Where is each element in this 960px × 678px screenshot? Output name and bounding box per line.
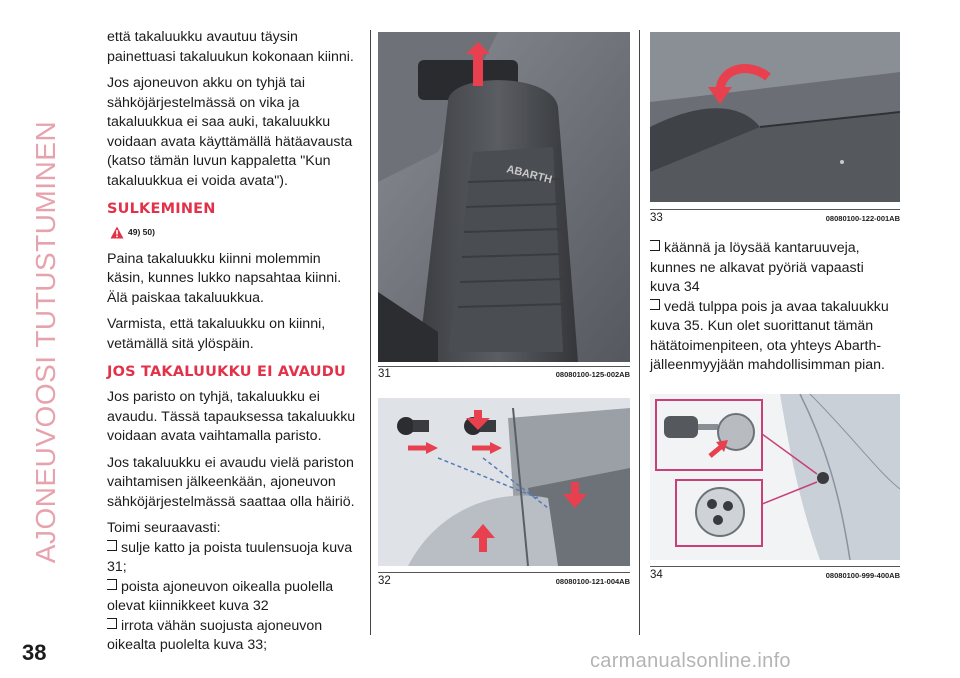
column-divider	[639, 30, 640, 635]
figure-rule	[378, 572, 630, 573]
figure-rule	[650, 566, 900, 567]
figure-code: 08080100-122-001AB	[825, 214, 900, 223]
column-divider	[370, 30, 371, 635]
figure-31	[378, 32, 630, 382]
figure-33	[650, 32, 900, 228]
text-column-1	[107, 28, 357, 656]
bullet-icon	[107, 540, 117, 551]
figure-rule	[650, 209, 900, 210]
list-item: sulje katto ja poista tuulensuoja kuva 31;	[107, 539, 353, 575]
fastener-icon	[817, 472, 829, 484]
figure-number: 31	[378, 368, 391, 380]
seat-logo-text: ABARTH	[505, 163, 554, 187]
section-heading-tailgate-not-open: JOS TAKALUUKKU EI AVAUDU	[107, 364, 346, 380]
screws-diagram	[650, 394, 900, 560]
watermark-text: carmanualsonline.info	[590, 650, 791, 672]
paragraph: että takaluukku avautuu täysin painettuasi takaluukun kokonaan kiinni.	[107, 29, 354, 65]
bullet-icon	[650, 299, 660, 310]
list-item: irrota vähän suojusta ajoneuvon oikealta puolelta kuva 33;	[107, 617, 323, 653]
fasteners-photo	[378, 398, 630, 566]
section-heading-closing: SULKEMINEN	[107, 201, 216, 217]
plug-icon	[696, 488, 744, 536]
paragraph: Varmista, että takaluukku on kiinni, vetämällä sitä ylöspäin.	[107, 316, 326, 352]
paragraph: Jos paristo on tyhjä, takaluukku ei avaudu. Tässä tapauksessa takaluukku voidaan avata vaihtamalla paristo.	[107, 389, 356, 444]
list-item: käännä ja löysää kantaruuveja, kunnes ne alkavat pyöriä vapaasti kuva 34	[650, 240, 864, 295]
panel-photo	[650, 32, 900, 202]
warning-reference	[110, 223, 357, 243]
bullet-icon	[107, 579, 117, 590]
paragraph: Jos ajoneuvon akku on tyhjä tai sähköjärjestelmässä on vika ja takaluukkua ei saa auki, takaluukku voidaan avata käyttämällä hätäavausta (katso tämän luvun kappaletta "Kun takaluukkua ei voida avata").	[107, 75, 353, 189]
warning-ref-text: 49) 50)	[128, 227, 155, 237]
figure-34	[650, 394, 900, 580]
figure-code: 08080100-999-400AB	[825, 571, 900, 580]
figure-rule	[378, 366, 630, 367]
text-column-3	[650, 239, 890, 376]
section-side-title: AJONEUVOOSI TUTUSTUMINEN	[30, 120, 61, 564]
paragraph: Jos takaluukku ei avaudu vielä pariston vaihtamisen jälkeenkään, ajoneuvon sähköjärjestelmässä saattaa olla häiriö.	[107, 454, 355, 510]
figure-number: 33	[650, 212, 663, 224]
seat-photo	[378, 32, 630, 362]
figure-code: 08080100-121-004AB	[555, 577, 630, 586]
figure-number: 34	[650, 569, 663, 581]
paragraph: Toimi seuraavasti:	[107, 520, 221, 536]
list-item: vedä tulppa pois ja avaa takaluukku kuva 35. Kun olet suorittanut tämän hätätoimenpiteen, ota yhteys Abarth-jälleenmyyjään mahdollisimman pian.	[650, 298, 889, 373]
figure-32	[378, 398, 630, 590]
list-item: poista ajoneuvon oikealla puolella olevat kiinnikkeet kuva 32	[107, 578, 334, 614]
page-number: 38	[22, 640, 47, 665]
paragraph: Paina takaluukku kiinni molemmin käsin, kunnes lukko napsahtaa kiinni. Älä paiskaa takaluukkua.	[107, 250, 342, 306]
bullet-icon	[107, 618, 117, 629]
figure-number: 32	[378, 575, 391, 587]
bullet-icon	[650, 240, 660, 251]
figure-code: 08080100-125-002AB	[555, 370, 630, 379]
warning-triangle-icon	[110, 226, 124, 239]
